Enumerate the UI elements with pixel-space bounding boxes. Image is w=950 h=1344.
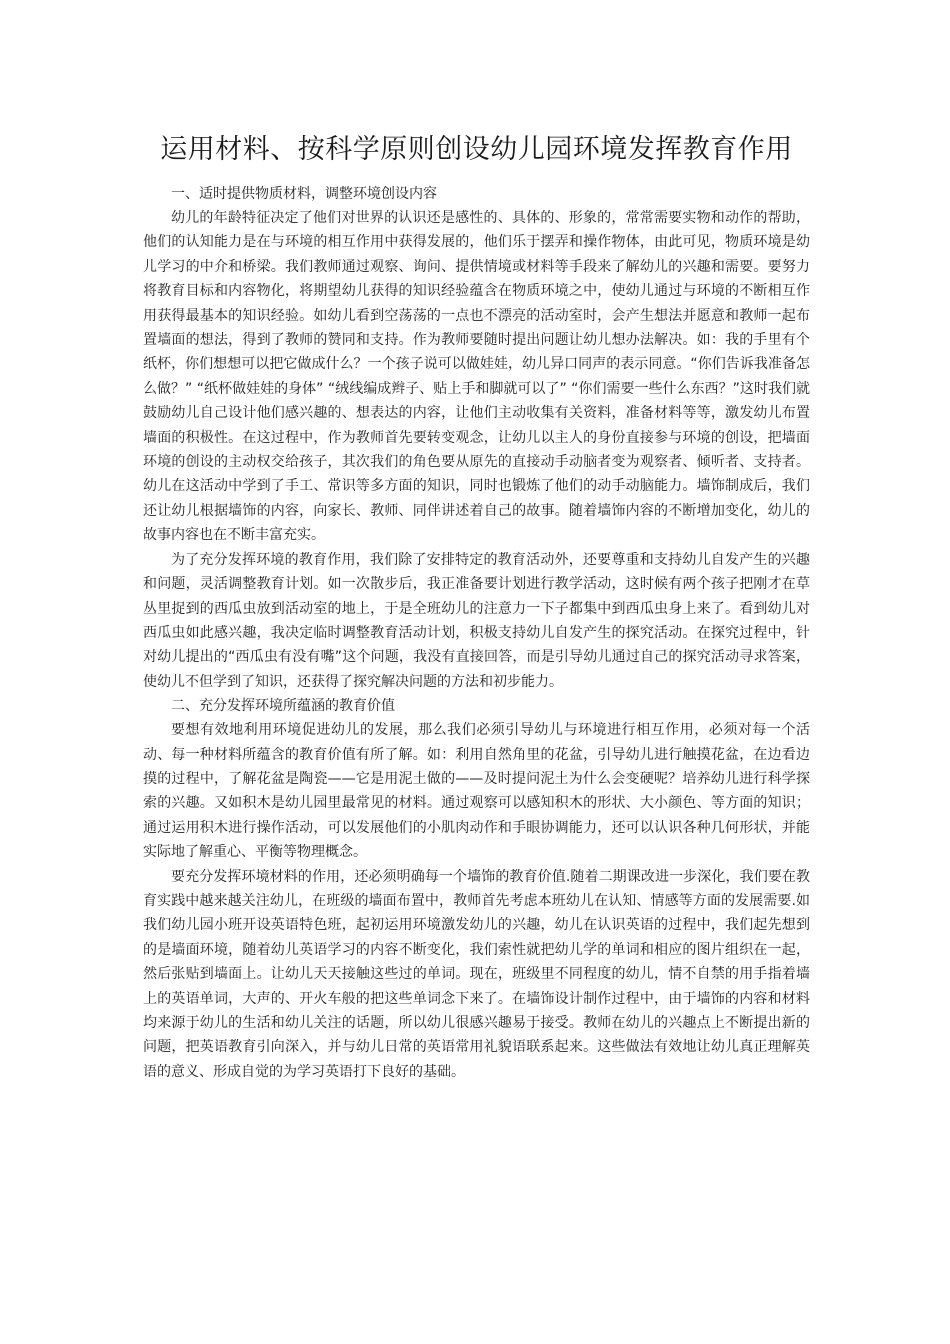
document-title: 运用材料、按科学原则创设幼儿园环境发挥教育作用: [160, 134, 793, 165]
paragraph: 幼儿的年龄特征决定了他们对世界的认识还是感性的、具体的、形象的，常常需要实物和动作的帮助，他们的认知能力是在与环境的相互作用中获得发展的，他们乐于摆弄和操作物体，由此可见，物质环境是幼儿学习的中介和桥梁。我们教师通过观察、询问、提供情境或材料等手段来了解幼儿的兴趣和需要。要努力将教育目标和内容物化，将期望幼儿获得的知识经验蕴含在物质环境之中，使幼儿通过与环境的不断相互作用获得最基本的知识经验。如幼儿看到空荡荡的一点也不漂亮的活动室时，会产生想法并愿意和教师一起布置墙面的想法，得到了教师的赞同和支持。作为教师要随时提出问题让幼儿想办法解决。如：我的手里有个纸杯，你们想想可以把它做成什么？一个孩子说可以做娃娃，幼儿异口同声的表示同意。“你们告诉我准备怎么做？” “纸杯做娃娃的身体” “绒线编成辫子、贴上手和脚就可以了” “你们需要一些什么东西？”这时我们就鼓励幼儿自己设计他们感兴趣的、想表达的内容，让他们主动收集有关资料，准备材料等等，激发幼儿布置墙面的积极性。在这过程中，作为教师首先要转变观念，让幼儿以主人的身份直接参与环境的创设，把墙面环境的创设的主动权交给孩子，其次我们的角色要从原先的直接动手动脑者变为观察者、倾听者、支持者。幼儿在这活动中学到了手工、常识等多方面的知识，同时也锻炼了他们的动手动脑能力。墙饰制成后，我们还让幼儿根据墙饰的内容，向家长、教师、同伴讲述着自己的故事。随着墙饰内容的不断增加变化，幼儿的故事内容也在不断丰富充实。: [143, 210, 810, 544]
paragraph: 为了充分发挥环境的教育作用，我们除了安排特定的教育活动外，还要尊重和支持幼儿自发产生的兴趣和问题，灵活调整教育计划。如一次散步后，我正准备要计划进行教学活动，这时候有两个孩子把刚才在草丛里捉到的西瓜虫放到活动室的地上，于是全班幼儿的注意力一下子都集中到西瓜虫身上来了。看到幼儿对西瓜虫如此感兴趣，我决定临时调整教育活动计划，积极支持幼儿自发产生的探究活动。在探究过程中，针对幼儿提出的“西瓜虫有没有嘴”这个问题，我没有直接回答，而是引导幼儿通过自己的探究活动寻求答案，使幼儿不但学到了知识，还获得了探究解决问题的方法和初步能力。: [143, 551, 810, 690]
section-heading: 二、充分发挥环境所蕴涵的教育价值: [171, 698, 395, 715]
paragraph: 要充分发挥环境材料的作用，还必须明确每一个墙饰的教育价值.随着二期课改进一步深化，我们要在教育实践中越来越关注幼儿，在班级的墙面布置中，教师首先考虑本班幼儿在认知、情感等方面的发展需要.如我们幼儿园小班开设英语特色班，起初运用环境激发幼儿的兴趣，幼儿在认识英语的过程中，我们起先想到的是墙面环境，随着幼儿英语学习的内容不断变化，我们索性就把幼儿学的单词和相应的图片组织在一起，然后张贴到墙面上。让幼儿天天接触这些过的单词。现在，班级里不同程度的幼儿，情不自禁的用手指着墙上的英语单词，大声的、开火车般的把这些单词念下来了。在墙饰设计制作过程中，由于墙饰的内容和材料均来源于幼儿的生活和幼儿关注的话题，所以幼儿很感兴趣易于接受。教师在幼儿的兴趣点上不断提出新的问题，把英语教育引向深入，并与幼儿日常的英语常用礼貌语联系起来。这些做法有效地让幼儿真正理解英语的意义、形成自觉的为学习英语打下良好的基础。: [143, 868, 810, 1080]
section-heading: 一、适时提供物质材料，调整环境创设内容: [171, 186, 437, 202]
paragraph: 要想有效地利用环境促进幼儿的发展，那么我们必须引导幼儿与环境进行相互作用，必须对每一个活动、每一种材料所蕴含的教育价值有所了解。如：利用自然角里的花盆，引导幼儿进行触摸花盆，在边看边摸的过程中，了解花盆是陶瓷——它是用泥土做的——及时提问泥土为什么会变硬呢？培养幼儿进行科学探索的兴趣。又如积木是幼儿园里最常见的材料。通过观察可以感知积木的形状、大小颜色、等方面的知识；通过运用积木进行操作活动，可以发展他们的小肌肉动作和手眼协调能力，还可以认识各种几何形状，并能实际地了解重心、平衡等物理概念。: [143, 722, 810, 861]
section-1: [143, 182, 810, 694]
document-page: [143, 130, 810, 1084]
section-2: [143, 694, 810, 1084]
